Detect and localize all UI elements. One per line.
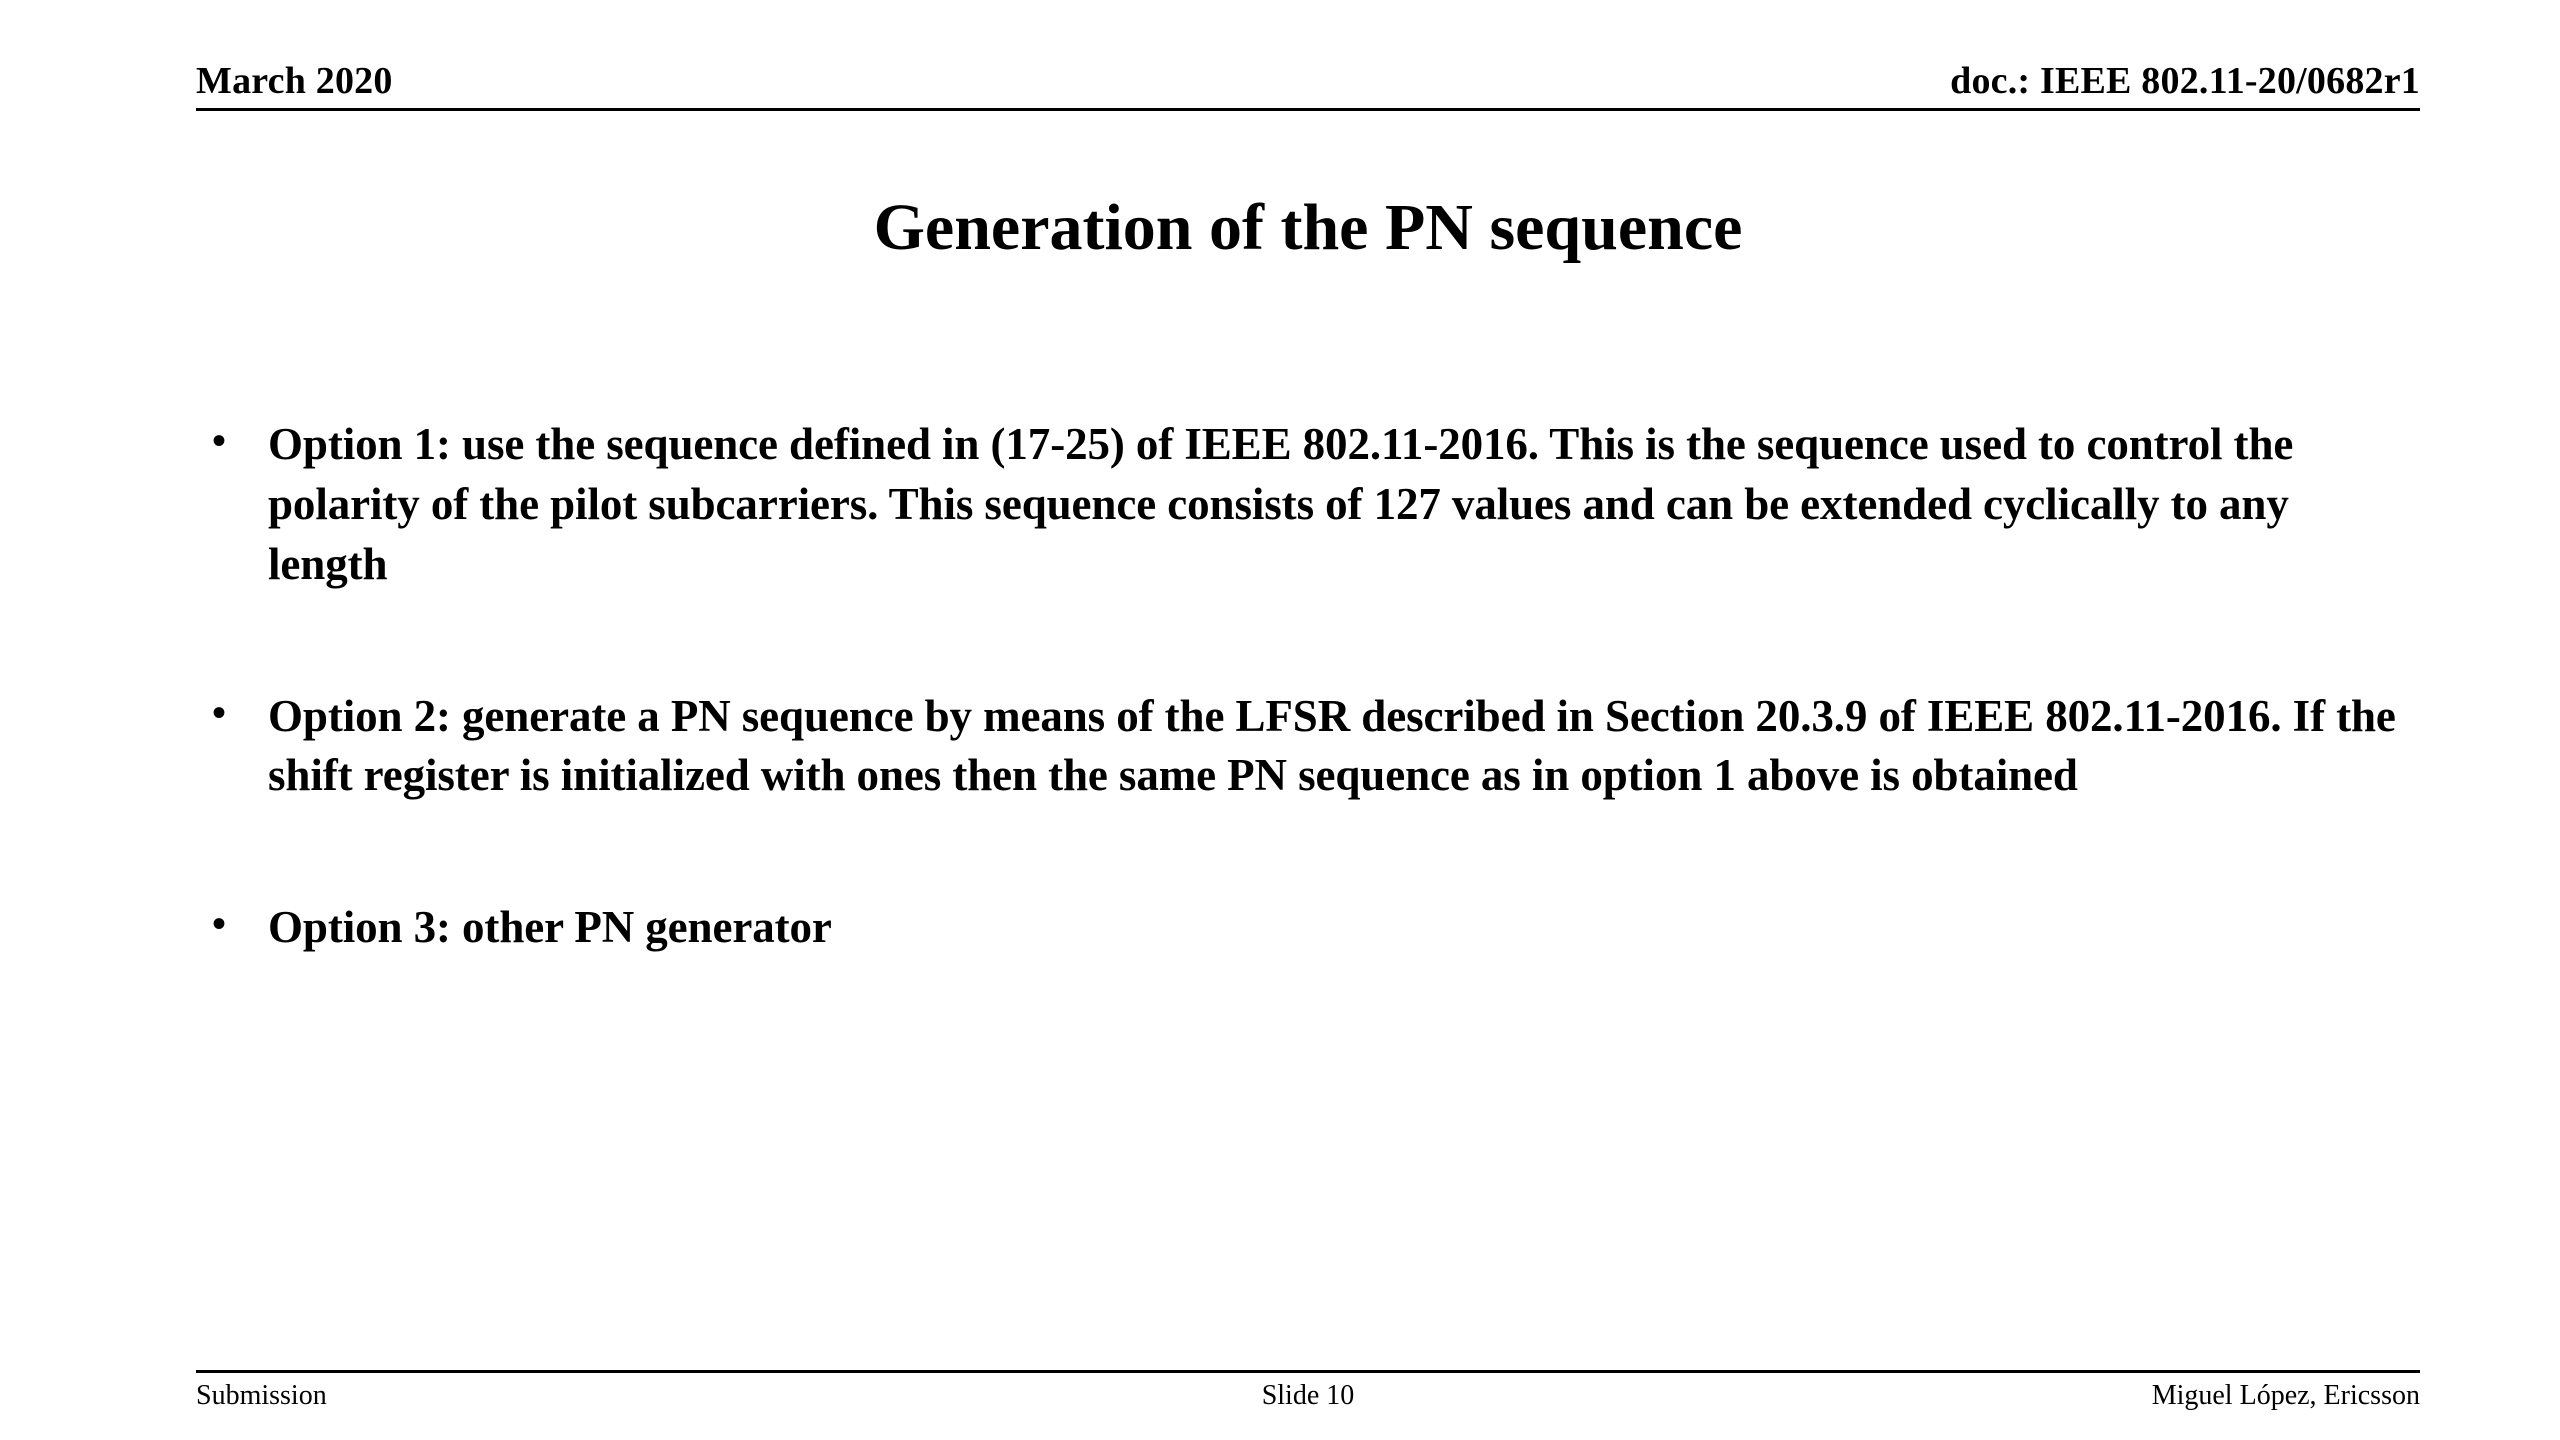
list-item (196, 415, 2426, 595)
footer-submission-label: Submission (196, 1380, 327, 1411)
list-item-text: Option 3: other PN generator (268, 902, 832, 953)
footer-author: Miguel López, Ericsson (2151, 1380, 2420, 1411)
page-title: Generation of the PN sequence (873, 191, 1743, 264)
bullet-icon: • (212, 689, 227, 735)
header-date: March 2020 (196, 60, 393, 102)
bullet-list (196, 415, 2426, 958)
bullet-icon: • (212, 901, 227, 947)
list-item-text: Option 2: generate a PN sequence by means of the LFSR described in Section 20.3.9 of IEEE 802.11-2016. If the shift register is initialized with ones then the same PN sequence as in option 1 above is obtained (268, 690, 2396, 801)
slide-header (196, 62, 2420, 111)
list-item (196, 898, 2426, 958)
header-document-id: doc.: IEEE 802.11-20/0682r1 (1950, 60, 2420, 102)
slide-footer (196, 1370, 2420, 1413)
list-item (196, 687, 2426, 807)
bullet-icon: • (212, 418, 227, 463)
list-item-text: Option 1: use the sequence defined in (17-25) of IEEE 802.11-2016. This is the sequence used to control the polarity of the pilot subcarriers. This sequence consists of 127 values and can be extended cyclically to any length (268, 419, 2294, 589)
footer-slide-number: Slide 10 (1261, 1380, 1355, 1411)
